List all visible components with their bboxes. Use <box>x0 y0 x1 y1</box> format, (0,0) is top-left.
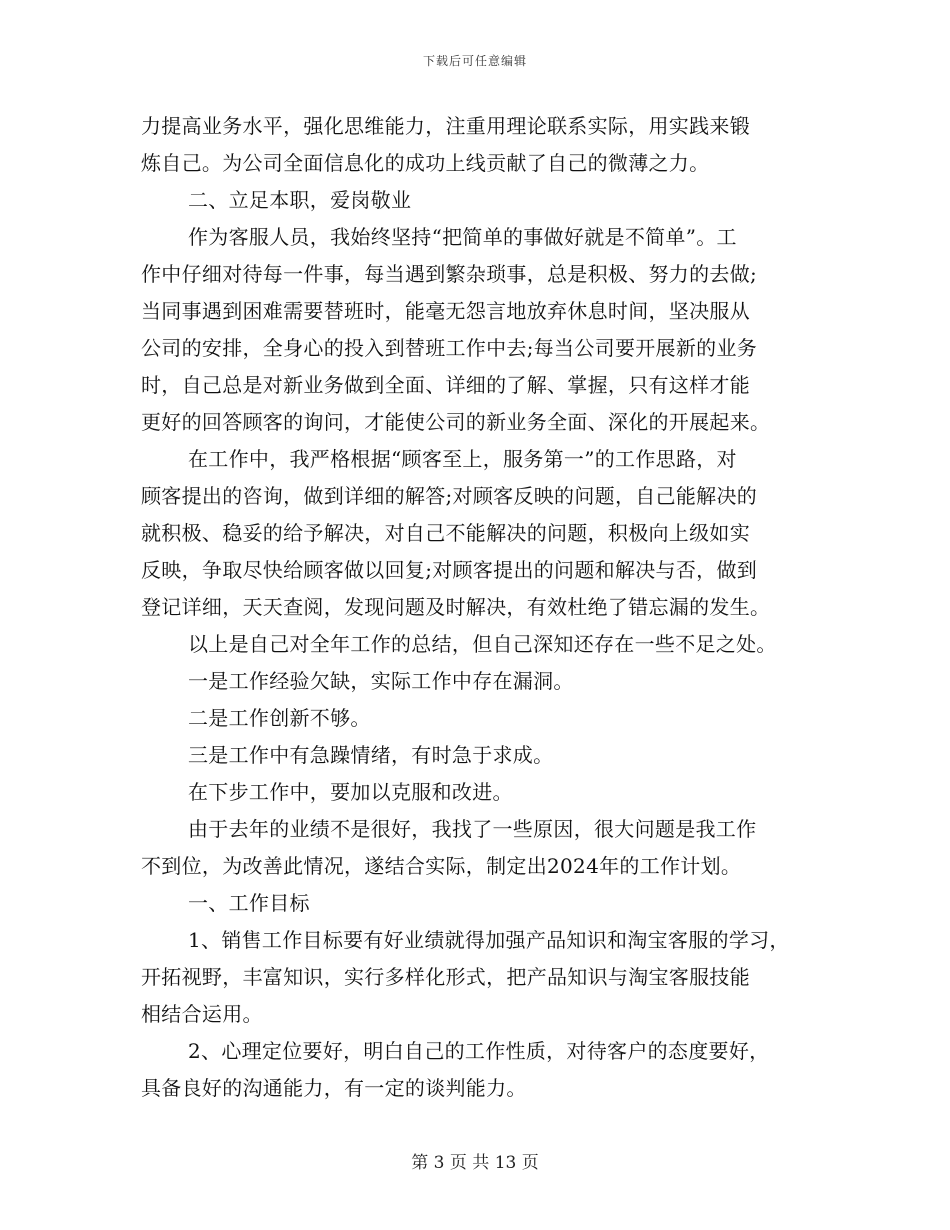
text-line: 二、立足本职，爱岗敬业 <box>188 188 412 212</box>
text-line: 开拓视野，丰富知识，实行多样化形式，把产品知识与淘宝客服技能 <box>141 965 750 989</box>
text-line: 时，自己总是对新业务做到全面、详细的了解、掌握，只有这样才能 <box>141 373 750 397</box>
text-line: 具备良好的沟通能力，有一定的谈判能力。 <box>141 1076 527 1100</box>
header-note: 下载后可任意编辑 <box>422 54 527 68</box>
text-line: 不到位，为改善此情况，遂结合实际，制定出2024年的工作计划。 <box>141 854 742 878</box>
text-line: 三是工作中有急躁情绪，有时急于求成。 <box>188 743 554 767</box>
document-body <box>141 108 816 1107</box>
text-line: 作中仔细对待每一件事，每当遇到繁杂琐事，总是积极、努力的去做; <box>141 262 758 286</box>
text-line: 1、销售工作目标要有好业绩就得加强产品知识和淘宝客服的学习， <box>188 928 790 952</box>
text-line: 当同事遇到困难需要替班时，能毫无怨言地放弃休息时间，坚决服从 <box>141 299 750 323</box>
text-line: 更好的回答顾客的询问，才能使公司的新业务全面、深化的开展起来。 <box>141 410 771 434</box>
text-line: 反映，争取尽快给顾客做以回复;对顾客提出的问题和解决与否，做到 <box>141 558 758 582</box>
page-number: 第 3 页 共 13 页 <box>411 1153 539 1173</box>
text-line: 2、心理定位要好，明白自己的工作性质，对待客户的态度要好， <box>188 1039 770 1063</box>
text-line: 由于去年的业绩不是很好，我找了一些原因，很大问题是我工作 <box>188 817 757 841</box>
text-line: 力提高业务水平，强化思维能力，注重用理论联系实际，用实践来锻 <box>141 114 750 138</box>
text-line: 一是工作经验欠缺，实际工作中存在漏洞。 <box>188 669 574 693</box>
text-line: 顾客提出的咨询，做到详细的解答;对顾客反映的问题，自己能解决的 <box>141 484 758 508</box>
text-line: 作为客服人员，我始终坚持“把简单的事做好就是不简单”。工 <box>188 225 737 249</box>
text-line: 就积极、稳妥的给予解决，对自己不能解决的问题，积极向上级如实 <box>141 521 750 545</box>
text-line: 登记详细，天天查阅，发现问题及时解决，有效杜绝了错忘漏的发生。 <box>141 595 771 619</box>
text-line: 一、工作目标 <box>188 891 310 915</box>
text-line: 相结合运用。 <box>141 1002 263 1026</box>
text-line: 在工作中，我严格根据“顾客至上，服务第一”的工作思路，对 <box>188 447 737 471</box>
text-line: 二是工作创新不够。 <box>188 706 371 730</box>
text-line: 在下步工作中，要加以克服和改进。 <box>188 780 513 804</box>
text-line: 公司的安排，全身心的投入到替班工作中去;每当公司要开展新的业务 <box>141 336 758 360</box>
text-line: 炼自己。为公司全面信息化的成功上线贡献了自己的微薄之力。 <box>141 151 710 175</box>
text-line: 以上是自己对全年工作的总结，但自己深知还存在一些不足之处。 <box>188 632 777 656</box>
